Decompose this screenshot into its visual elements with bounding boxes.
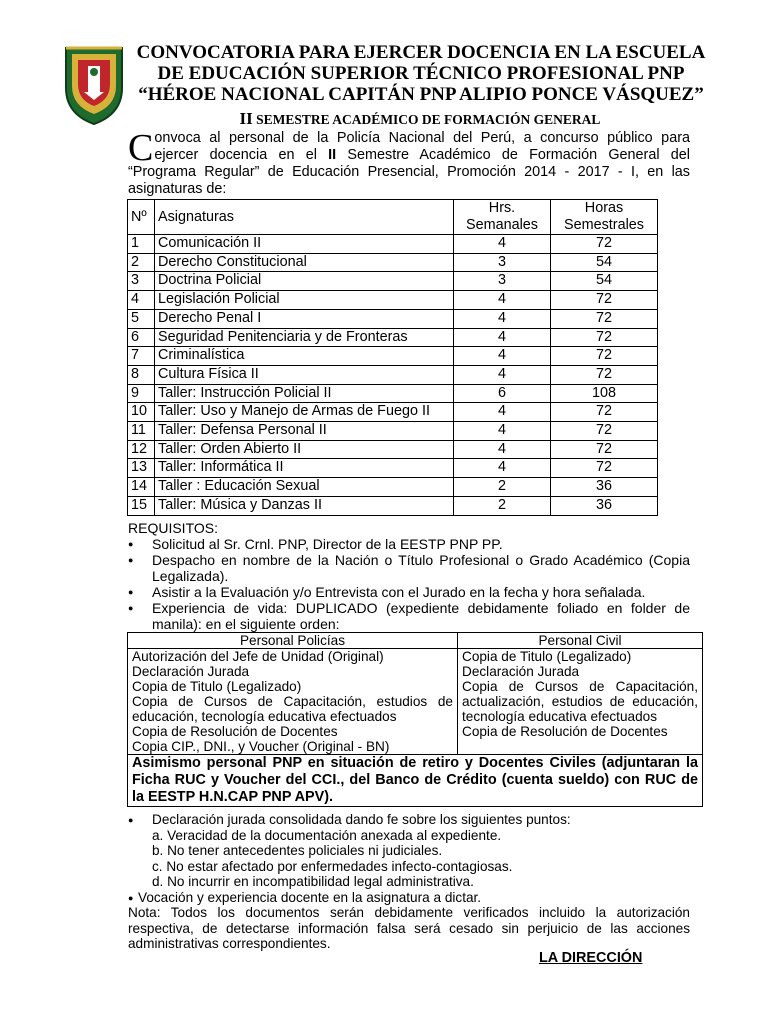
row-weekly-hours: 4 xyxy=(454,459,551,478)
retired-personnel-note: Asimismo personal PNP en situación de retiro y Docentes Civiles (adjuntaran la Ficha RUC y Voucher del CCI., del Banco de Crédito (cuenta sueldo) con RUC de la EESTP H.N.CAP PNP APV). xyxy=(128,755,703,807)
row-subject: Taller: Instrucción Policial II xyxy=(155,384,454,403)
row-number: 2 xyxy=(128,253,155,272)
row-weekly-hours: 2 xyxy=(454,478,551,497)
vocation-item: ● Vocación y experiencia docente en la asignatura a dictar. xyxy=(128,890,690,906)
civil-documents xyxy=(458,649,703,755)
row-number: 5 xyxy=(128,309,155,328)
row-subject: Cultura Física II xyxy=(155,365,454,384)
row-semester-hours: 72 xyxy=(551,403,658,422)
table-row xyxy=(128,384,658,403)
row-weekly-hours: 4 xyxy=(454,422,551,441)
table-row xyxy=(128,459,658,478)
row-number: 12 xyxy=(128,440,155,459)
requirement-item: ● Asistir a la Evaluación y/o Entrevista con el Jurado en la fecha y hora señalada. xyxy=(128,584,690,600)
row-weekly-hours: 6 xyxy=(454,384,551,403)
requirements-list xyxy=(128,536,690,632)
table-row xyxy=(128,347,658,366)
row-weekly-hours: 4 xyxy=(454,291,551,310)
header-weekly-hours: Hrs. Semanales xyxy=(454,200,551,235)
row-subject: Derecho Penal I xyxy=(155,309,454,328)
signature: LA DIRECCIÓN xyxy=(539,950,643,966)
requirement-item: ● Experiencia de vida: DUPLICADO (expediente debidamente foliado en folder de manila): en el siguiente orden: xyxy=(128,600,690,632)
row-subject: Doctrina Policial xyxy=(155,272,454,291)
row-subject: Legislación Policial xyxy=(155,291,454,310)
row-subject: Criminalística xyxy=(155,347,454,366)
row-weekly-hours: 4 xyxy=(454,328,551,347)
table-row xyxy=(128,235,658,254)
row-weekly-hours: 2 xyxy=(454,496,551,515)
row-subject: Taller: Uso y Manejo de Armas de Fuego II xyxy=(155,403,454,422)
row-number: 14 xyxy=(128,478,155,497)
row-number: 7 xyxy=(128,347,155,366)
row-semester-hours: 72 xyxy=(551,328,658,347)
row-semester-hours: 54 xyxy=(551,253,658,272)
table-row xyxy=(128,309,658,328)
civil-document-item: Declaración Jurada xyxy=(462,664,580,679)
row-weekly-hours: 4 xyxy=(454,235,551,254)
row-subject: Comunicación II xyxy=(155,235,454,254)
header-semester-hours: Horas Semestrales xyxy=(551,200,658,235)
declaration-item: ● Declaración jurada consolidada dando fe sobre los siguientes puntos: xyxy=(128,812,690,828)
row-semester-hours: 36 xyxy=(551,478,658,497)
subtitle xyxy=(130,109,710,129)
civil-document-item: Copia de Cursos de Capacitación, actualización, estudios de educación, tecnología educativa efectuados xyxy=(462,679,698,724)
title-line-2: DE EDUCACIÓN SUPERIOR TÉCNICO PROFESIONAL PNP xyxy=(157,63,685,84)
table-row xyxy=(128,403,658,422)
table-row xyxy=(128,253,658,272)
police-document-item: Copia de Titulo (Legalizado) xyxy=(132,679,302,694)
title-line-1: CONVOCATORIA PARA EJERCER DOCENCIA EN LA ESCUELA xyxy=(136,42,706,63)
intro-line-4: asignaturas de: xyxy=(128,181,227,197)
declaration-point: b. No tener antecedentes policiales ni judiciales. xyxy=(152,843,443,858)
requirement-item: ● Solicitud al Sr. Crnl. PNP, Director de la EESTP PNP PP. xyxy=(128,536,690,552)
row-number: 3 xyxy=(128,272,155,291)
documents-table xyxy=(127,632,703,807)
school-seal-logo xyxy=(62,42,126,126)
declaration-point: a. Veracidad de la documentación anexada al expediente. xyxy=(152,827,502,843)
row-number: 13 xyxy=(128,459,155,478)
title-line-3: “HÉROE NACIONAL CAPITÁN PNP ALIPIO PONCE VÁSQUEZ” xyxy=(138,84,704,105)
police-document-item: Copia de Resolución de Docentes xyxy=(132,724,338,739)
row-weekly-hours: 3 xyxy=(454,253,551,272)
subjects-table xyxy=(127,199,658,516)
intro-line-1: onvoca al personal de la Policía Nacional del Perú, a concurso público para xyxy=(154,130,690,146)
intro-line-2: ejercer docencia en el II Semestre Académico de Formación General del xyxy=(154,147,690,163)
declaration-point: c. No estar afectado por enfermedades infecto-contagiosas. xyxy=(152,858,513,874)
police-documents xyxy=(128,649,458,755)
declaration-section xyxy=(128,812,690,952)
row-semester-hours: 72 xyxy=(551,365,658,384)
row-subject: Taller: Música y Danzas II xyxy=(155,496,454,515)
row-subject: Taller: Informática II xyxy=(155,459,454,478)
table-row xyxy=(128,496,658,515)
row-subject: Derecho Constitucional xyxy=(155,253,454,272)
row-number: 6 xyxy=(128,328,155,347)
row-number: 15 xyxy=(128,496,155,515)
row-subject: Taller: Orden Abierto II xyxy=(155,440,454,459)
subjects-body xyxy=(128,235,658,516)
header-number: Nº xyxy=(128,200,155,235)
row-subject: Taller : Educación Sexual xyxy=(155,478,454,497)
table-row xyxy=(128,478,658,497)
subtitle-text: SEMESTRE ACADÉMICO DE FORMACIÓN GENERAL xyxy=(256,112,601,127)
civil-header: Personal Civil xyxy=(458,633,703,649)
row-number: 11 xyxy=(128,422,155,441)
row-number: 8 xyxy=(128,365,155,384)
row-semester-hours: 72 xyxy=(551,235,658,254)
police-header: Personal Policías xyxy=(128,633,458,649)
row-weekly-hours: 4 xyxy=(454,365,551,384)
row-weekly-hours: 4 xyxy=(454,347,551,366)
row-number: 1 xyxy=(128,235,155,254)
table-row xyxy=(128,422,658,441)
table-row xyxy=(128,291,658,310)
requirements-section xyxy=(128,520,690,632)
table-row xyxy=(128,440,658,459)
table-row xyxy=(128,272,658,291)
row-semester-hours: 72 xyxy=(551,440,658,459)
table-row xyxy=(128,365,658,384)
row-number: 4 xyxy=(128,291,155,310)
header-subject: Asignaturas xyxy=(155,200,454,235)
verification-note: Nota: Todos los documentos serán debidamente verificados incluido la autorización respectiva, de detectarse información falsa será cesado sin perjuicio de las acciones administrativas correspondientes. xyxy=(128,905,690,951)
police-document-item: Copia CIP., DNI., y Voucher (Original - BN) xyxy=(132,739,390,754)
intro-line-3: “Programa Regular” de Educación Presencial, Promoción 2014 - 2017 - I, en las xyxy=(128,164,690,180)
row-semester-hours: 72 xyxy=(551,459,658,478)
row-weekly-hours: 3 xyxy=(454,272,551,291)
row-semester-hours: 36 xyxy=(551,496,658,515)
row-number: 9 xyxy=(128,384,155,403)
subjects-header-row xyxy=(128,200,658,235)
civil-document-item: Copia de Titulo (Legalizado) xyxy=(462,649,632,664)
declaration-point: d. No incurrir en incompatibilidad legal administrativa. xyxy=(152,874,474,889)
dropcap: C xyxy=(128,127,154,169)
row-semester-hours: 54 xyxy=(551,272,658,291)
police-document-item: Declaración Jurada xyxy=(132,664,250,679)
row-weekly-hours: 4 xyxy=(454,440,551,459)
row-weekly-hours: 4 xyxy=(454,403,551,422)
declaration-points xyxy=(128,828,690,890)
row-number: 10 xyxy=(128,403,155,422)
row-subject: Seguridad Penitenciaria y de Fronteras xyxy=(155,328,454,347)
civil-document-item: Copia de Resolución de Docentes xyxy=(462,724,668,739)
requirement-item: ● Despacho en nombre de la Nación o Título Profesional o Grado Académico (Copia Legalizada). xyxy=(128,552,690,584)
police-document-item: Autorización del Jefe de Unidad (Original) xyxy=(132,649,384,664)
row-semester-hours: 72 xyxy=(551,422,658,441)
subtitle-roman: II xyxy=(239,109,253,128)
row-subject: Taller: Defensa Personal II xyxy=(155,422,454,441)
row-semester-hours: 72 xyxy=(551,291,658,310)
intro-paragraph xyxy=(128,127,690,198)
table-row xyxy=(128,328,658,347)
row-semester-hours: 72 xyxy=(551,309,658,328)
row-semester-hours: 108 xyxy=(551,384,658,403)
row-semester-hours: 72 xyxy=(551,347,658,366)
row-weekly-hours: 4 xyxy=(454,309,551,328)
police-document-item: Copia de Cursos de Capacitación, estudios de educación, tecnología educativa efectuados xyxy=(132,694,453,724)
requirements-title: REQUISITOS: xyxy=(128,520,218,536)
